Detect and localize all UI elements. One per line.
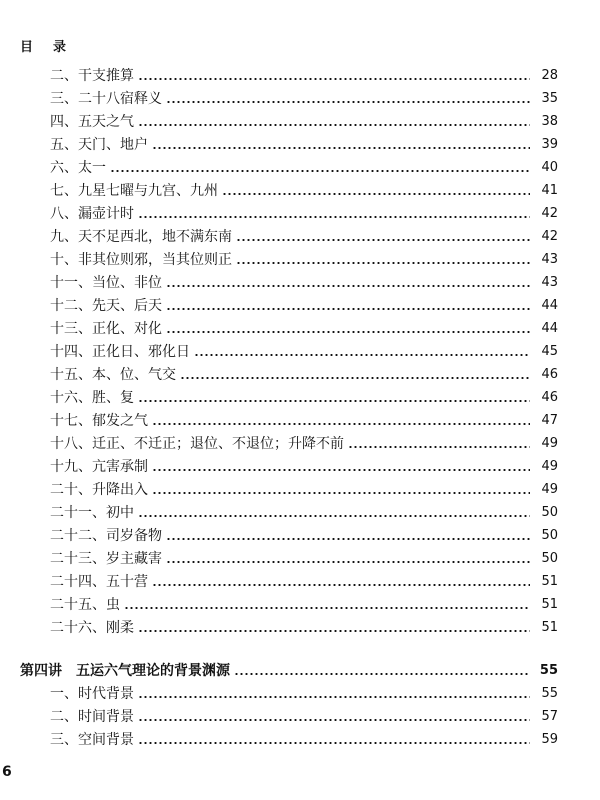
toc-entry-title: 十八、迁正、不迁正；退位、不退位；升降不前 [50,435,344,452]
toc-entry[interactable] [0,225,600,248]
toc-entry-page: 44 [541,298,558,313]
dot-leader [166,538,530,540]
toc-entry[interactable] [0,363,600,386]
dot-leader [166,101,530,103]
dot-leader [110,170,530,172]
toc-entry-title: 二、时间背景 [50,708,134,725]
dot-leader [138,630,530,632]
toc-entry-page: 42 [541,206,558,221]
toc-entry[interactable] [0,340,600,363]
toc-entry[interactable] [0,478,600,501]
toc-entry-page: 51 [541,597,558,612]
toc-entry[interactable] [0,409,600,432]
toc-entry[interactable] [0,705,600,728]
dot-leader [236,262,530,264]
dot-leader [138,400,530,402]
dot-leader [152,584,530,586]
dot-leader [194,354,530,356]
toc-entry-title: 四、五天之气 [50,113,134,130]
toc-entry-page: 50 [541,551,558,566]
toc-entry[interactable] [0,248,600,271]
dot-leader [152,147,530,149]
toc-chapter-entry[interactable] [0,659,600,682]
toc-entry-page: 28 [541,68,558,83]
toc-entry[interactable] [0,501,600,524]
toc-entry-title: 十三、正化、对化 [50,320,162,337]
dot-leader [138,696,530,698]
toc-entry-title: 十、非其位则邪，当其位则正 [50,251,232,268]
toc-entry-page: 41 [541,183,558,198]
toc-entry-title: 十二、先天、后天 [50,297,162,314]
dot-leader [152,423,530,425]
toc-entry-title: 五、天门、地户 [50,136,148,153]
toc-entry[interactable] [0,570,600,593]
toc-entry[interactable] [0,593,600,616]
toc-entry-page: 47 [541,413,558,428]
dot-leader [180,377,530,379]
toc-entry-title: 十七、郁发之气 [50,412,148,429]
dot-leader [222,193,530,195]
toc-entry[interactable] [0,616,600,639]
toc-header [20,36,66,55]
toc-entry-page: 57 [541,709,558,724]
toc-header-char-1: 目 [20,40,34,55]
toc-entry-page: 50 [541,528,558,543]
toc-entry-title: 二、干支推算 [50,67,134,84]
toc-entry-title: 二十六、刚柔 [50,619,134,636]
dot-leader [166,308,530,310]
toc-entry[interactable] [0,386,600,409]
toc-entry-page: 51 [541,620,558,635]
dot-leader [152,469,530,471]
toc-entry-page: 55 [541,686,558,701]
toc-entry-page: 50 [541,505,558,520]
page-number: 6 [2,764,12,780]
toc-entry[interactable] [0,455,600,478]
toc-entry-title: 九、天不足西北，地不满东南 [50,228,232,245]
toc-entry-title: 二十二、司岁备物 [50,527,162,544]
toc-entry-page: 42 [541,229,558,244]
dot-leader [138,78,530,80]
dot-leader [166,285,530,287]
toc-entry[interactable] [0,728,600,751]
toc-entry[interactable] [0,524,600,547]
dot-leader [138,719,530,721]
toc-entry-page: 46 [541,367,558,382]
toc-entry-page: 49 [541,482,558,497]
toc-entry-title: 三、二十八宿释义 [50,90,162,107]
toc-entry-title: 十五、本、位、气交 [50,366,176,383]
toc-entry-title: 一、时代背景 [50,685,134,702]
toc-entry[interactable] [0,110,600,133]
toc-entry-page: 46 [541,390,558,405]
dot-leader [166,331,530,333]
toc-entry[interactable] [0,682,600,705]
toc-entry-title: 六、太一 [50,159,106,176]
toc-entry-title: 二十四、五十营 [50,573,148,590]
toc-entry-page: 44 [541,321,558,336]
dot-leader [234,673,530,675]
toc-entry-page: 39 [541,137,558,152]
dot-leader [138,124,530,126]
toc-entry-page: 43 [541,252,558,267]
toc-entry-title: 十四、正化日、邪化日 [50,343,190,360]
dot-leader [124,607,530,609]
toc-entry-title: 三、空间背景 [50,731,134,748]
toc-entry-page: 59 [541,732,558,747]
toc-header-char-2: 录 [53,40,67,55]
dot-leader [138,216,530,218]
toc-entry-title: 十六、胜、复 [50,389,134,406]
toc-entry-page: 35 [541,91,558,106]
dot-leader [236,239,530,241]
toc-entry[interactable] [0,317,600,340]
dot-leader [348,446,530,448]
toc-entry[interactable] [0,156,600,179]
toc-entry-page: 40 [541,160,558,175]
toc-entry[interactable] [0,202,600,225]
toc-entry-page: 49 [541,459,558,474]
toc-entry-page: 43 [541,275,558,290]
toc-entry-page: 49 [541,436,558,451]
toc-entry-page: 45 [541,344,558,359]
toc-entry[interactable] [0,432,600,455]
dot-leader [138,742,530,744]
dot-leader [152,492,530,494]
toc-entry-page: 38 [541,114,558,129]
toc-entry[interactable] [0,294,600,317]
toc-entry-page: 51 [541,574,558,589]
toc-entry-title: 二十三、岁主藏害 [50,550,162,567]
toc-entry-title: 十九、亢害承制 [50,458,148,475]
toc-entry-title: 十一、当位、非位 [50,274,162,291]
dot-leader [166,561,530,563]
chapter-page: 55 [539,663,558,678]
toc-entry[interactable] [0,64,600,87]
toc-entry-title: 二十、升降出入 [50,481,148,498]
toc-entry-title: 二十一、初中 [50,504,134,521]
toc-entry[interactable] [0,133,600,156]
toc-entry[interactable] [0,271,600,294]
toc-entry[interactable] [0,87,600,110]
toc-entry-title: 八、漏壶计时 [50,205,134,222]
toc-entry-title: 七、九星七曜与九宫、九州 [50,182,218,199]
table-of-contents [0,64,600,751]
toc-entry[interactable] [0,179,600,202]
dot-leader [138,515,530,517]
toc-entry[interactable] [0,547,600,570]
chapter-title: 第四讲 五运六气理论的背景渊源 [20,662,230,679]
toc-entry-title: 二十五、虫 [50,596,120,613]
